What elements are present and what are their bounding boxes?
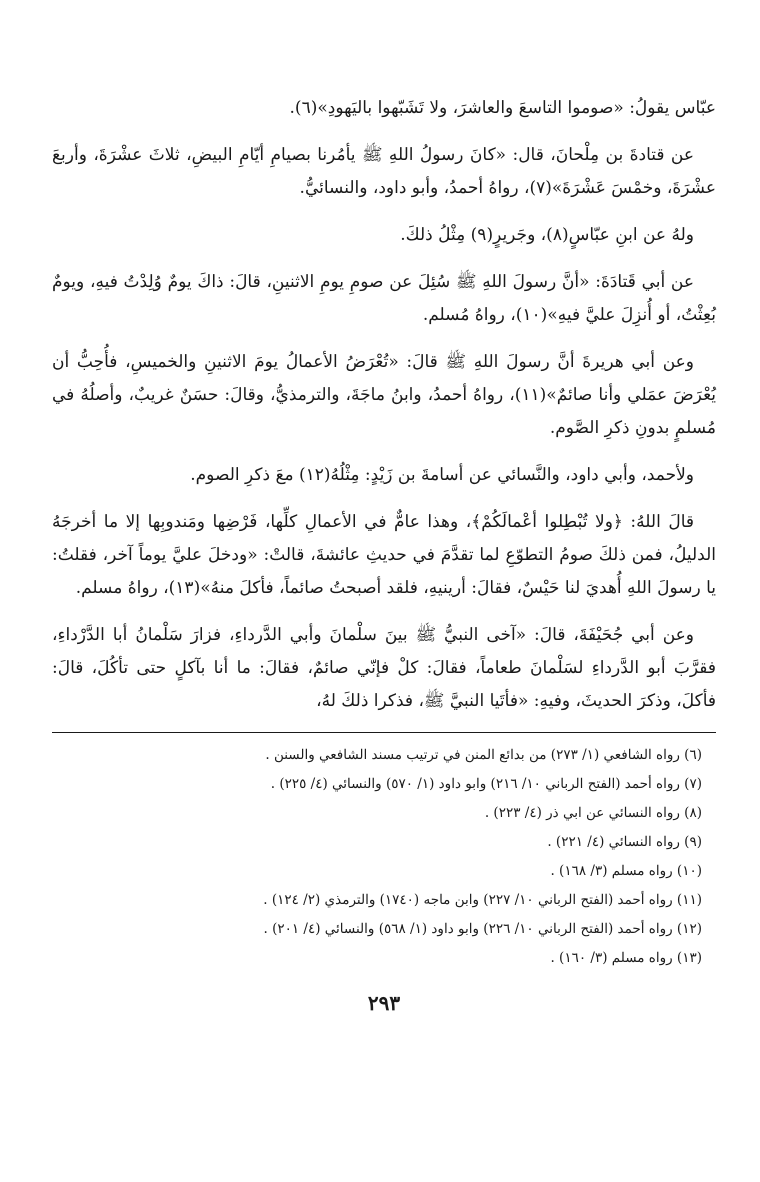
paragraph-1: عبّاس يقولُ: «صوموا التاسعَ والعاشرَ، ولا تَشَبّهوا باليَهودِ»(٦).	[289, 98, 716, 118]
paragraph-6: ولأحمد، وأبي داود، والنَّسائي عن أسامةَ بن زَيْدٍ: مِثْلُهُ(١٢) معَ ذكرِ الصوم.	[190, 465, 694, 485]
footnote: (١١) رواه أحمد (الفتح الرباني ١٠/ ٢٢٧) وابن ماجه (١٧٤٠) والترمذي (٢/ ١٢٤) .	[263, 892, 702, 908]
footnote: (١٢) رواه أحمد (الفتح الرباني ١٠/ ٢٢٦) وابو داود (١/ ٥٦٨) والنسائي (٤/ ٢٠١) .	[263, 921, 702, 937]
book-page	[52, 92, 716, 1015]
paragraph-8: وعن أبي جُحَيْفَةَ، قالَ: «آخى النبيُّ ﷺ بينَ سلْمانَ وأبي الدَّرداءِ، فزارَ سَلْمانُ أبا الدَّرْداءِ، فقرَّبَ أبو الدَّرداءِ لسَلْمانَ طعاماً، فقالَ: كلْ فإنّي صائمٌ، فقالَ: ما أنا بآكلٍ حتى تأكُلَ، قالَ: فأكلَ، وذكرَ الحديثَ، وفيهِ: «فأتَيا النبيَّ ﷺ، فذكرا ذلكَ لهُ،	[52, 625, 716, 711]
footnote-divider	[52, 732, 716, 733]
paragraph-4: عن أبي قَتادَةَ: «أنَّ رسولَ اللهِ ﷺ سُئِلَ عن صومِ يومِ الاثنينِ، قالَ: ذاكَ يومٌ وُلِدْتُ فيهِ، ويومٌ بُعِثْتُ، أو أُنزِلَ عليَّ فيهِ»(١٠)، رواهُ مُسلم.	[52, 272, 716, 325]
paragraph-7: قالَ اللهُ: ﴿ولا تُبْطِلوا أعْمالَكُمْ﴾، وهذا عامٌّ في الأعمالِ كلِّها، فَرْضِها ومَندوبِها إلا ما أخرجَهُ الدليلُ، فمن ذلكَ صومُ التطوّعِ لما تقدَّمَ في حديثِ عائشةَ، قالتْ: «ودخلَ عليَّ يوماً آخر، فقلتُ: يا رسولَ اللهِ أُهديَ لنا حَيْسٌ، فقالَ: أرينيهِ، فلقد أصبحتُ صائماً، فأكلَ منهُ»(١٣)، رواهُ مسلم.	[52, 512, 716, 598]
footnote: (٦) رواه الشافعي (١/ ٢٧٣) من بدائع المنن في ترتيب مسند الشافعي والسنن .	[265, 747, 702, 763]
footnote: (٨) رواه النسائي عن ابي ذر (٤/ ٢٢٣) .	[484, 805, 702, 821]
paragraph-2: عن قتادةَ بن مِلْحانَ، قال: «كانَ رسولُ اللهِ ﷺ يأمُرنا بصيامِ أيّامِ البيضِ، ثلاثَ عشْرَةَ، وأربعَ عشْرَةَ، وخمْسَ عَشْرَةَ»(٧)، رواهُ أحمدُ، وأبو داود، والنسائيُّ.	[52, 145, 716, 198]
main-text	[52, 92, 716, 718]
page-number: ٢٩٣	[367, 991, 401, 1015]
paragraph-5: وعن أبي هريرةَ أنَّ رسولَ اللهِ ﷺ قالَ: «تُعْرَضُ الأعمالُ يومَ الاثنينِ والخميسِ، فأُحِبُّ أن يُعْرَضَ عمَلي وأنا صائمٌ»(١١)، رواهُ أحمدُ، وابنُ ماجَةَ، والترمذيُّ، وقالَ: حسَنٌ غريبٌ، وأصلُهُ في مُسلمٍ بدونِ ذكرِ الصَّوم.	[52, 352, 716, 438]
footnote: (١٣) رواه مسلم (٣/ ١٦٠) .	[550, 950, 702, 966]
footnote: (١٠) رواه مسلم (٣/ ١٦٨) .	[550, 863, 702, 879]
paragraph-3: ولهُ عن ابنِ عبّاسٍ(٨)، وجَريرٍ(٩) مِثْلُ ذلكَ.	[400, 225, 694, 245]
footnotes-list	[52, 741, 716, 973]
footnote: (٩) رواه النسائي (٤/ ٢٢١) .	[547, 834, 702, 850]
footnote: (٧) رواه أحمد (الفتح الرباني ١٠/ ٢١٦) وابو داود (١/ ٥٧٠) والنسائي (٤/ ٢٢٥) .	[270, 776, 702, 792]
